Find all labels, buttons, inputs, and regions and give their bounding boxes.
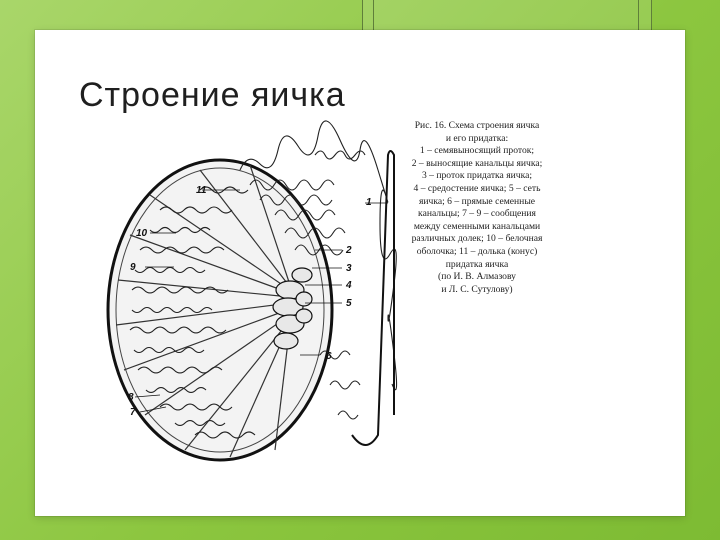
- caption-line: и Л. С. Сутулову): [441, 283, 513, 295]
- caption-line: и его придатка:: [445, 132, 509, 144]
- label-2: 2: [346, 245, 352, 256]
- caption-line: оболочка; 11 – долька (конус): [416, 245, 538, 257]
- caption-line: придатка яичка: [445, 258, 509, 270]
- caption-line: между семенными канальцами: [413, 220, 541, 232]
- label-6: 6: [326, 351, 332, 362]
- label-3: 3: [346, 263, 352, 274]
- label-7: 7: [130, 407, 136, 418]
- caption-line: 3 – проток придатка яичка;: [421, 170, 533, 182]
- label-9: 9: [130, 262, 136, 273]
- label-4: 4: [346, 280, 352, 291]
- caption-line: яичка; 6 – прямые семенные: [418, 195, 536, 207]
- caption-line: 1 – семявыносящий проток;: [419, 145, 535, 157]
- caption-line: Рис. 16. Схема строения яичка: [414, 120, 540, 131]
- caption-line: (по И. В. Алмазову: [438, 271, 516, 283]
- caption-line: 2 – выносящие канальцы яичка;: [411, 157, 543, 169]
- caption-line: канальцы; 7 – 9 – сообщения: [418, 208, 536, 220]
- label-5: 5: [346, 298, 352, 309]
- label-10: 10: [136, 228, 148, 239]
- slide-title: Строение яичка: [79, 76, 346, 114]
- caption-line: различных долек; 10 – белочная: [411, 233, 543, 245]
- label-8: 8: [128, 392, 134, 403]
- caption-line: 4 – средостение яичка; 5 – сеть: [413, 182, 541, 194]
- figure-caption: [362, 120, 592, 296]
- label-11: 11: [196, 185, 207, 196]
- label-1: 1: [366, 197, 372, 208]
